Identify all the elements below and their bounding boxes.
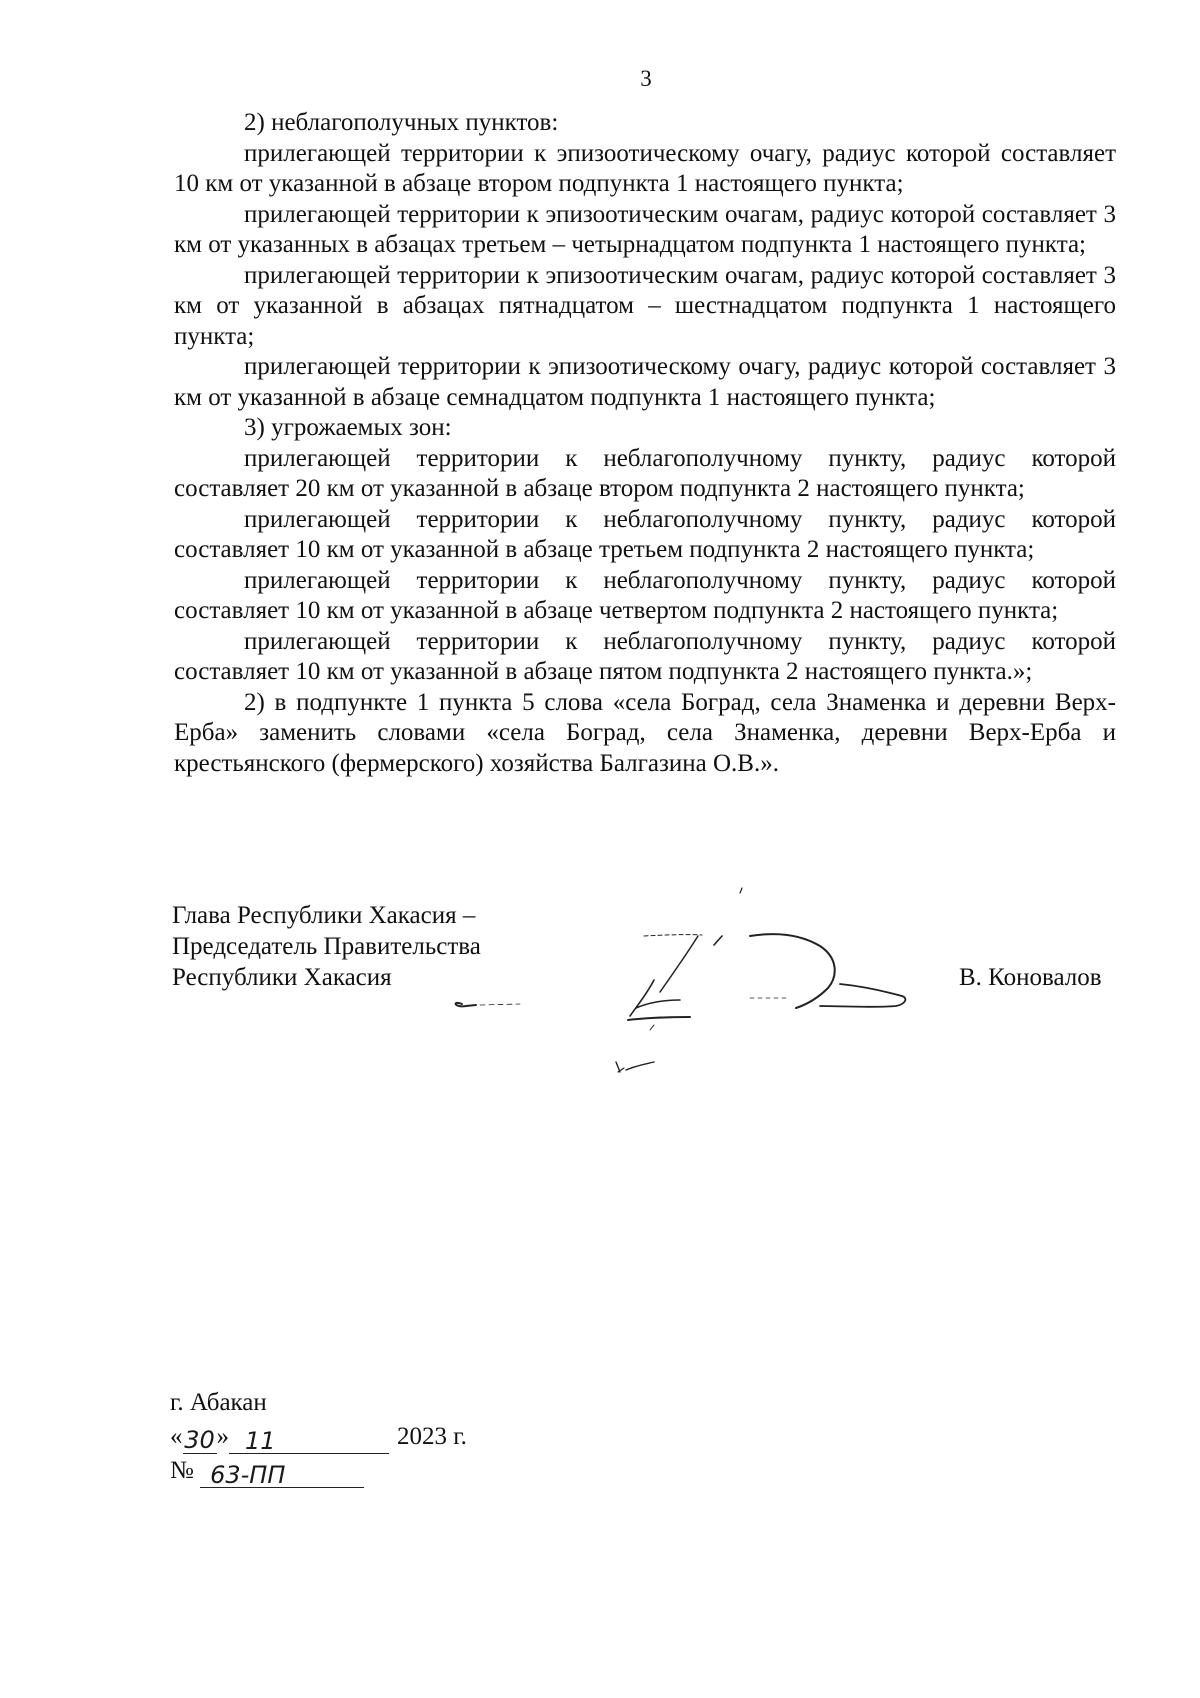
paragraph: прилегающей территории к неблагополучному пункту, радиус которой составляет 10 км от указанной в абзаце четвертом подпункта 2 настоящего пункта; xyxy=(174,566,1116,624)
paragraph: прилегающей территории к эпизоотическим очагам, радиус которой составляет 3 км от указанной в абзацах пятнадцатом – шестнадцатом подпункта 1 настоящего пункта; xyxy=(174,261,1116,350)
paragraph: 3) угрожаемых зон: xyxy=(244,414,452,441)
document-body xyxy=(174,108,1116,779)
paragraph: прилегающей территории к неблагополучному пункту, радиус которой составляет 10 км от указанной в абзаце пятом подпункта 2 настоящего пункта.»; xyxy=(174,627,1116,685)
paragraph: прилегающей территории к эпизоотическим очагам, радиус которой составляет 3 км от указанных в абзацах третьем – четырнадцатом подпункта 1 настоящего пункта; xyxy=(174,200,1116,258)
date-month: 11 xyxy=(229,1428,389,1454)
document-number: 63-ПП xyxy=(200,1462,364,1488)
paragraph: прилегающей территории к эпизоотическому очагу, радиус которой составляет 3 км от указанной в абзаце семнадцатом подпункта 1 настоящего пункта; xyxy=(174,353,1116,411)
city-line: г. Абакан xyxy=(170,1389,267,1416)
paragraph: прилегающей территории к неблагополучному пункту, радиус которой составляет 10 км от указанной в абзаце третьем подпункта 2 настоящего пункта; xyxy=(174,505,1116,563)
signatory-title-line: Председатель Правительства xyxy=(172,933,481,960)
date-year: 2023 г. xyxy=(397,1423,467,1450)
signatory-title-line: Глава Республики Хакасия – xyxy=(172,902,476,929)
handwritten-signature xyxy=(440,880,920,1100)
number-prefix: № xyxy=(170,1457,194,1484)
document-footer xyxy=(170,1386,467,1488)
paragraph: 2) в подпункте 1 пункта 5 слова «села Боград, села Знаменка и деревни Верх-Ерба» заменить словами «села Боград, села Знаменка, деревни Верх-Ерба и крестьянского (фермерского) хозяйства Балгазина О.В.». xyxy=(174,688,1116,777)
signatory-title xyxy=(172,900,481,993)
date-day: 30 xyxy=(184,1426,215,1454)
document-number-line xyxy=(170,1454,467,1488)
page-number: 3 xyxy=(640,66,652,91)
date-close-quote: » xyxy=(216,1423,229,1450)
signatory-name: В. Коновалов xyxy=(959,964,1102,991)
date-open-quote: « xyxy=(170,1423,183,1450)
signatory-title-line: Республики Хакасия xyxy=(172,964,392,991)
paragraph: прилегающей территории к эпизоотическому очагу, радиус которой составляет 10 км от указанной в абзаце втором подпункта 1 настоящего пункта; xyxy=(174,139,1116,197)
date-line xyxy=(170,1420,467,1454)
paragraph: прилегающей территории к неблагополучному пункту, радиус которой составляет 20 км от указанной в абзаце втором подпункта 2 настоящего пункта; xyxy=(174,444,1116,502)
paragraph: 2) неблагополучных пунктов: xyxy=(244,109,559,136)
